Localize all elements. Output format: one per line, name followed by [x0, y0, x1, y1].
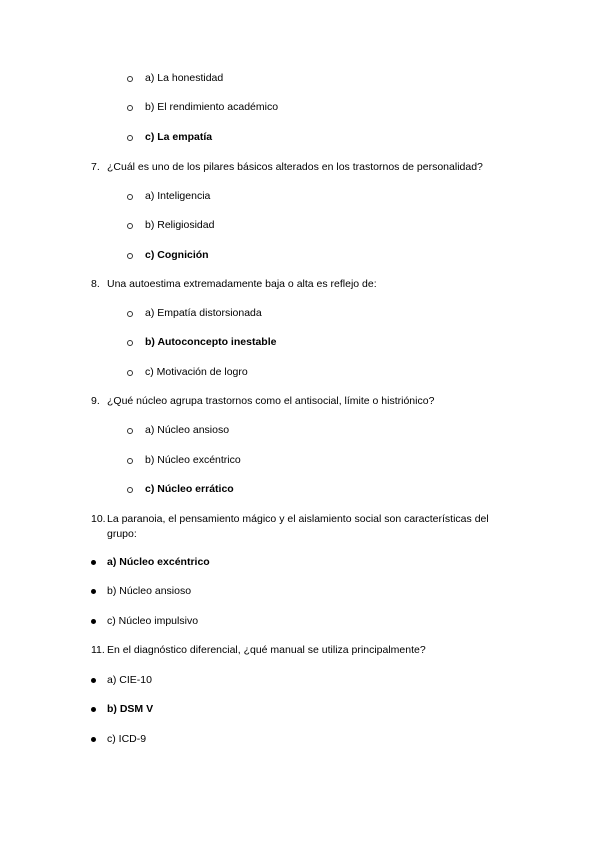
circle-bullet-icon [127, 458, 133, 464]
circle-bullet-icon [127, 194, 133, 200]
q8-option-b: b) Autoconcepto inestable [145, 336, 277, 348]
q7-option-b: b) Religiosidad [145, 219, 215, 231]
q7-option-a: a) Inteligencia [145, 190, 211, 202]
q9-option-a: a) Núcleo ansioso [145, 424, 230, 436]
q10-option-c: c) Núcleo impulsivo [107, 615, 199, 627]
circle-bullet-icon [127, 135, 133, 141]
q9-number: 9. [91, 395, 100, 407]
q10-number: 10. [91, 513, 106, 525]
q11-option-b: b) DSM V [107, 703, 154, 715]
q6-option-b: b) El rendimiento académico [145, 101, 279, 113]
circle-bullet-icon [127, 340, 133, 346]
q9-text: ¿Qué núcleo agrupa trastornos como el antisocial, límite o histriónico? [107, 395, 435, 407]
q9-option-b: b) Núcleo excéntrico [145, 454, 241, 466]
q10-option-a: a) Núcleo excéntrico [107, 556, 210, 568]
circle-bullet-icon [127, 223, 133, 229]
q6-option-c: c) La empatía [145, 131, 213, 143]
circle-bullet-icon [127, 76, 133, 82]
circle-bullet-icon [127, 370, 133, 376]
circle-bullet-icon [127, 253, 133, 259]
q7-number: 7. [91, 161, 100, 173]
q11-option-a: a) CIE-10 [107, 674, 152, 686]
q11-text: En el diagnóstico diferencial, ¿qué manual se utiliza principalmente? [107, 644, 426, 656]
q8-text: Una autoestima extremadamente baja o alta es reflejo de: [107, 278, 377, 290]
q8-option-c: c) Motivación de logro [145, 366, 248, 378]
q6-option-a: a) La honestidad [145, 72, 224, 84]
bullet-dot-icon [91, 678, 96, 683]
q7-option-c: c) Cognición [145, 249, 209, 261]
circle-bullet-icon [127, 311, 133, 317]
q10-option-b: b) Núcleo ansioso [107, 585, 192, 597]
q8-option-a: a) Empatía distorsionada [145, 307, 262, 319]
q11-number: 11. [91, 644, 105, 656]
circle-bullet-icon [127, 428, 133, 434]
q11-option-c: c) ICD-9 [107, 733, 147, 745]
bullet-dot-icon [91, 619, 96, 624]
bullet-dot-icon [91, 737, 96, 742]
q9-option-c: c) Núcleo errático [145, 483, 234, 495]
circle-bullet-icon [127, 487, 133, 493]
bullet-dot-icon [91, 707, 96, 712]
bullet-dot-icon [91, 560, 96, 565]
circle-bullet-icon [127, 105, 133, 111]
q10-text: La paranoia, el pensamiento mágico y el aislamiento social son características del grupo: [107, 513, 489, 540]
q8-number: 8. [91, 278, 100, 290]
q7-text: ¿Cuál es uno de los pilares básicos alterados en los trastornos de personalidad? [107, 161, 483, 173]
bullet-dot-icon [91, 589, 96, 594]
